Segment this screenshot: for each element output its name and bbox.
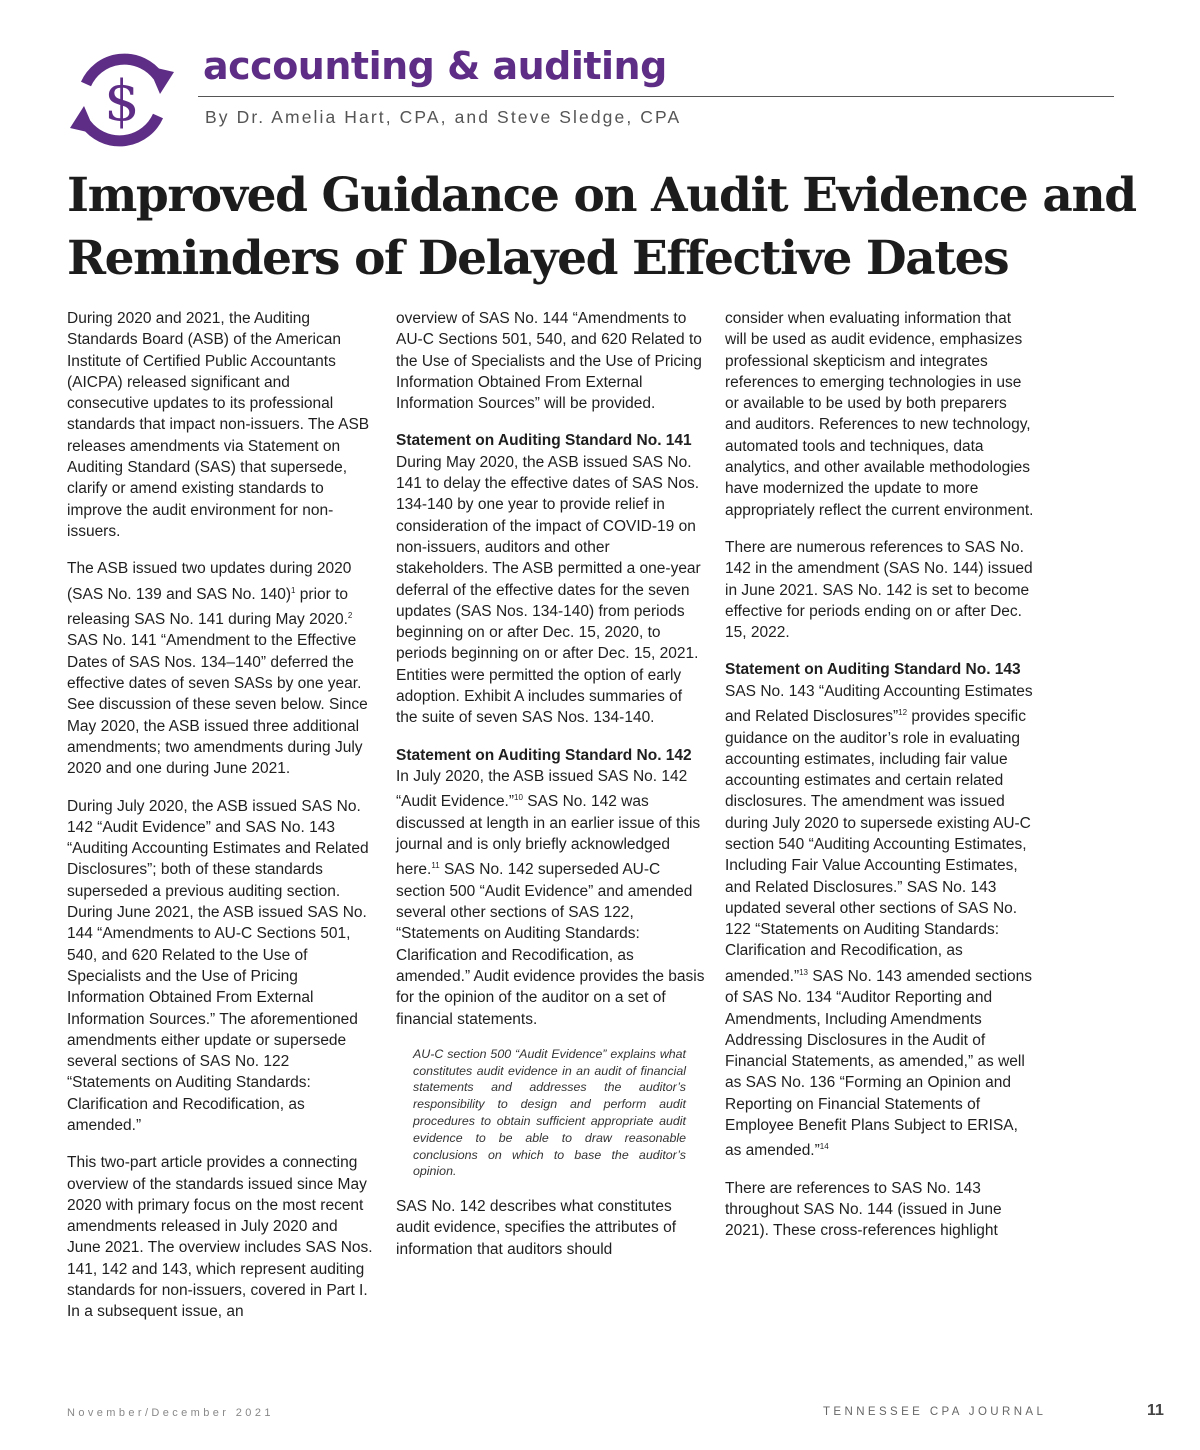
footnote-ref: 13 — [799, 967, 809, 977]
headline-line-2: Reminders of Delayed Effective Dates — [67, 231, 1009, 286]
paragraph: SAS No. 142 describes what constitutes audit evidence, specifies the attributes of information that auditors should — [396, 1198, 677, 1258]
article-headline — [67, 164, 1157, 290]
paragraph: During July 2020, the ASB issued SAS No. 142 “Audit Evidence” and SAS No. 143 “Auditing Accounting Estimates and Related Disclosures”; both of these standards superseded a previous auditing section. During June 2021, the ASB issued SAS No. 144 “Amendments to AU-C Sections 501, 540, and 620 Related to the Use of Specialists and the Use of Pricing Information Obtained From External Information Sources.” The aforementioned amendments either update or supersede several sections of SAS No. 122 “Statements on Auditing Standards: Clarification and Recodification, as amended.” — [67, 797, 369, 1134]
paragraph: This two-part article provides a connecting overview of the standards issued since May 2020 with primary focus on the most recent amendments released in July 2020 and June 2021. The overview includes SAS Nos. 141, 142 and 143, which represent auditing standards for non-issuers, covered in Part I. In a subsequent issue, an — [67, 1154, 373, 1321]
paragraph — [725, 681, 1035, 1162]
paragraph — [67, 558, 373, 779]
paragraph-text: SAS No. 143 amended sections of SAS No. 134 “Auditor Reporting and Amendments, Including Amendments Addressing Disclosures in the Audit of Financial Statements, as amended,” as well as SAS No. 136 “Forming an Opinion and Reporting on Financial Statements of Employee Benefit Plans Subject to ERISA, as amended.” — [725, 967, 1033, 1160]
paragraph-text: In July 2020, the ASB issued SAS No. 142 “Audit Evidence.” — [396, 767, 688, 811]
article-column-3 — [725, 308, 1035, 1258]
article-column-2 — [396, 308, 706, 1276]
footnote-ref: 12 — [898, 708, 908, 718]
footnote-ref: 10 — [514, 793, 523, 803]
section-title: accounting & auditing — [203, 44, 667, 88]
section-heading-sas-142: Statement on Auditing Standard No. 142 — [396, 746, 692, 764]
paragraph-text: SAS No. 143 “Auditing Accounting Estimates and Related Disclosures” — [725, 682, 1033, 726]
byline: By Dr. Amelia Hart, CPA, and Steve Sledge, CPA — [205, 107, 682, 127]
footnote-ref: 11 — [431, 861, 440, 871]
paragraph: overview of SAS No. 144 “Amendments to AU-C Sections 501, 540, and 620 Related to the Use of Specialists and the Use of Pricing Information Obtained From External Information Sources” will be provided. — [396, 310, 702, 413]
issue-date: November/December 2021 — [67, 1407, 274, 1419]
headline-line-1: Improved Guidance on Audit Evidence and — [67, 168, 1136, 223]
paragraph: During 2020 and 2021, the Auditing Standards Board (ASB) of the American Institute of Certified Public Accountants (AICPA) released significant and consecutive updates to its professional standards that impact non-issuers. The ASB releases amendments via Statement on Auditing Standard (SAS) that supersede, clarify or amend existing standards to improve the audit environment for non-issuers. — [67, 310, 370, 540]
journal-name: TENNESSEE CPA JOURNAL — [823, 1406, 1047, 1418]
footnote-ref: 14 — [819, 1142, 829, 1152]
paragraph-text: SAS No. 142 was discussed at length in an earlier issue of this journal and is only briefly acknowledged here. — [396, 793, 701, 879]
paragraph: There are references to SAS No. 143 throughout SAS No. 144 (issued in June 2021). These cross-references highlight — [725, 1179, 1002, 1240]
paragraph-text: prior to releasing SAS No. 141 during May 2020. — [67, 585, 349, 629]
paragraph: There are numerous references to SAS No. 142 in the amendment (SAS No. 144) issued in June 2021. SAS No. 142 is set to become effective for periods ending on or after Dec. 15, 2022. — [725, 538, 1033, 642]
paragraph-text: The ASB issued two updates during 2020 (SAS No. 139 and SAS No. 140) — [67, 560, 352, 603]
footnote-ref: 2 — [347, 611, 353, 621]
header-rule — [198, 96, 1114, 97]
paragraph — [396, 766, 706, 1030]
paragraph-text: SAS No. 141 “Amendment to the Effective Dates of SAS Nos. 134–140” deferred the effective dates of seven SASs by one year. See discussion of these seven below. Since May 2020, the ASB issued three additional amendments; two amendments during July 2020 and one during June 2021. — [67, 632, 368, 778]
paragraph: consider when evaluating information that will be used as audit evidence, emphasizes professional skepticism and integrates references to emerging technologies in use or available to be used by both preparers and auditors. References to new technology, automated tools and techniques, data analytics, and other available methodologies have modernized the update to more appropriately reflect the current environment. — [725, 310, 1034, 519]
paragraph: During May 2020, the ASB issued SAS No. 141 to delay the effective dates of SAS Nos. 134-140 by one year to provide relief in consideration of the impact of COVID-19 on non-issuers, auditors and other stakeholders. The ASB permitted a one-year deferral of the effective dates for the seven updates (SAS Nos. 134-140) from periods beginning on or after Dec. 15, 2020, to periods beginning on or after Dec. 15, 2021. Entities were permitted the option of early adoption. Exhibit A includes summaries of the suite of seven SAS Nos. 134-140. — [396, 453, 701, 727]
footnote-ref: 1 — [291, 585, 296, 595]
paragraph-text: provides specific guidance on the auditor’s role in evaluating accounting estimates, including fair value accounting estimates and certain related disclosures. The amendment was issued during July 2020 to supersede existing AU-C section 540 “Auditing Accounting Estimates, Including Fair Value Accounting Estimates, and Related Disclosures.” SAS No. 143 updated several other sections of SAS No. 122 “Statements on Auditing Standards: Clarification and Recodification, as amended.” — [725, 708, 1031, 985]
svg-text:$: $ — [104, 69, 140, 134]
article-column-1 — [67, 308, 373, 1339]
page-number: 11 — [1147, 1402, 1164, 1419]
dollar-cycle-icon — [64, 42, 180, 158]
section-heading-sas-141: Statement on Auditing Standard No. 141 — [396, 432, 692, 450]
paragraph-text: SAS No. 142 superseded AU-C section 500 “Audit Evidence” and amended several other sections of SAS 122, “Statements on Auditing Standards: Clarification and Recodification, as amended.” Audit evidence provides the basis for the opinion of the auditor on a set of financial statements. — [396, 861, 705, 1028]
section-heading-sas-143: Statement on Auditing Standard No. 143 — [725, 661, 1021, 679]
pull-quote: AU-C section 500 “Audit Evidence” explains what constitutes audit evidence in an audit of financial statements and addresses the auditor’s responsibility to design and perform audit procedures to obtain sufficient appropriate audit evidence to be able to draw reasonable conclusions on which to base the auditor’s opinion. — [413, 1046, 686, 1179]
